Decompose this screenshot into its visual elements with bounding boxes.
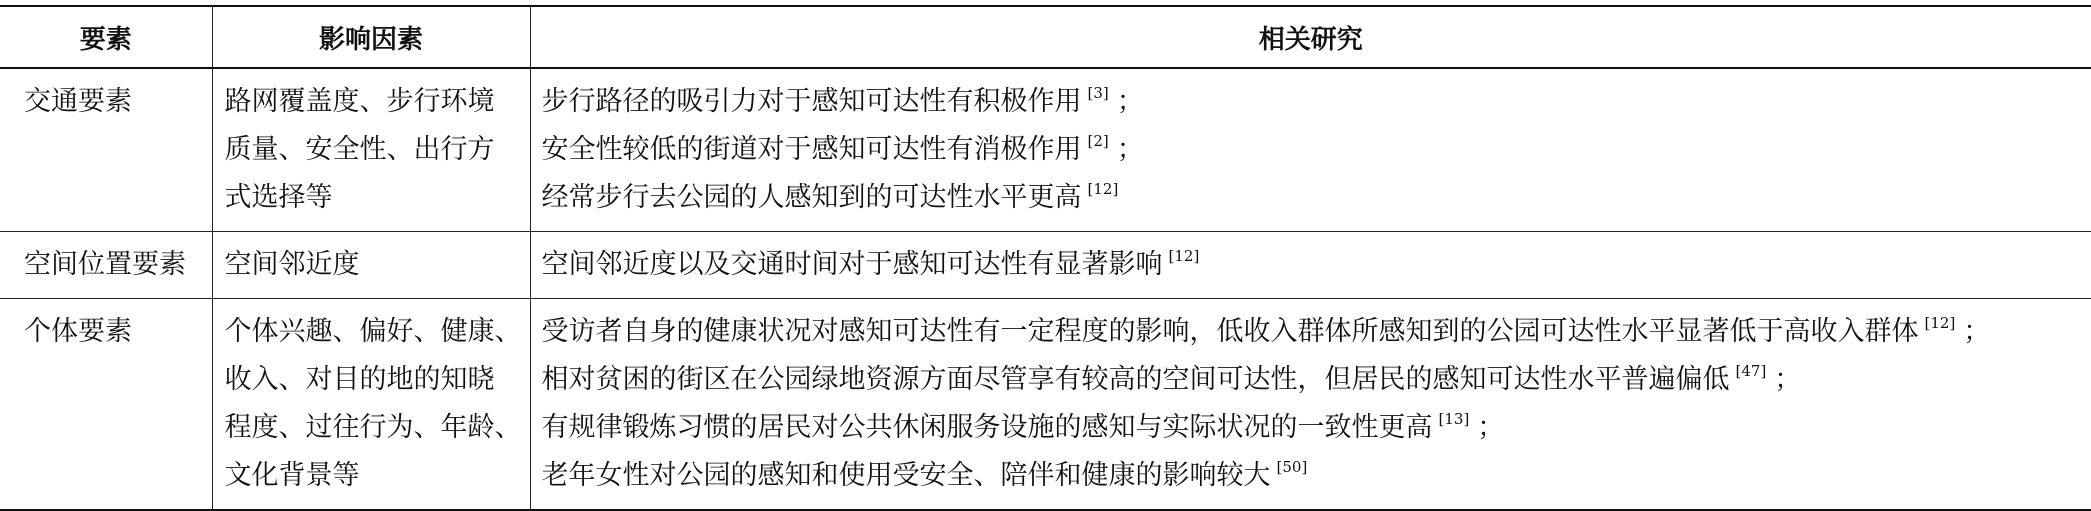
citation-ref: [2] <box>1087 132 1109 150</box>
study-line <box>542 308 2086 356</box>
citation-ref: [50] <box>1276 458 1308 476</box>
citation-ref: [12] <box>1924 314 1956 332</box>
factors-cell <box>212 68 530 232</box>
research-table <box>0 5 2091 511</box>
table-row <box>0 68 2091 232</box>
factor-line: 空间邻近度 <box>224 249 360 280</box>
element-cell: 空间位置要素 <box>24 249 186 280</box>
factor-line: 式选择等 <box>224 182 333 213</box>
study-text: 空间邻近度以及交通时间对于感知可达性有显著影响 <box>541 249 1163 280</box>
factor-line: 程度、过往行为、年龄、 <box>224 412 522 443</box>
study-end-punct: ； <box>1477 412 1505 443</box>
studies-cell <box>530 232 2091 299</box>
study-end-punct: ； <box>1963 316 1991 347</box>
study-text: 步行路径的吸引力对于感知可达性有积极作用 <box>541 86 1082 117</box>
citation-ref: [47] <box>1735 362 1767 380</box>
element-cell: 交通要素 <box>24 86 132 117</box>
study-line <box>542 241 2086 289</box>
citation-ref: [3] <box>1087 84 1109 102</box>
factor-line: 文化背景等 <box>224 460 360 491</box>
citation-ref: [13] <box>1438 410 1470 428</box>
study-text: 相对贫困的街区在公园绿地资源方面尽管享有较高的空间可达性，但居民的感知可达性水平普遍偏低 <box>541 364 1730 395</box>
factor-line: 质量、安全性、出行方 <box>224 134 495 165</box>
study-text: 受访者自身的健康状况对感知可达性有一定程度的影响，低收入群体所感知到的公园可达性水平显著低于高收入群体 <box>541 316 1919 347</box>
header-factors: 影响因素 <box>212 6 530 68</box>
study-line <box>542 126 2086 174</box>
factors-cell <box>212 232 530 299</box>
factor-line: 个体兴趣、偏好、健康、 <box>224 316 522 347</box>
study-end-punct: ； <box>1116 134 1144 165</box>
study-line <box>542 174 2086 222</box>
study-line <box>542 78 2086 126</box>
study-line <box>542 404 2086 452</box>
header-element: 要素 <box>79 24 132 55</box>
study-end-punct: ； <box>1774 364 1802 395</box>
studies-cell <box>530 68 2091 232</box>
table-body <box>0 68 2091 510</box>
citation-ref: [12] <box>1087 180 1119 198</box>
study-text: 老年女性对公园的感知和使用受安全、陪伴和健康的影响较大 <box>541 460 1271 491</box>
study-end-punct: ； <box>1116 86 1144 117</box>
study-text: 经常步行去公园的人感知到的可达性水平更高 <box>541 182 1082 213</box>
element-cell: 个体要素 <box>24 316 132 347</box>
table-header <box>0 6 2091 68</box>
factors-cell <box>212 299 530 511</box>
factor-line: 路网覆盖度、步行环境 <box>224 86 495 117</box>
study-text: 安全性较低的街道对于感知可达性有消极作用 <box>541 134 1082 165</box>
factor-line: 收入、对目的地的知晓 <box>224 364 495 395</box>
study-line <box>542 452 2086 500</box>
study-line <box>542 356 2086 404</box>
study-text: 有规律锻炼习惯的居民对公共休闲服务设施的感知与实际状况的一致性更高 <box>541 412 1433 443</box>
header-row <box>0 6 2091 68</box>
table-row <box>0 232 2091 299</box>
citation-ref: [12] <box>1168 247 1200 265</box>
studies-cell <box>530 299 2091 511</box>
header-studies: 相关研究 <box>530 6 2091 68</box>
table-row <box>0 299 2091 511</box>
